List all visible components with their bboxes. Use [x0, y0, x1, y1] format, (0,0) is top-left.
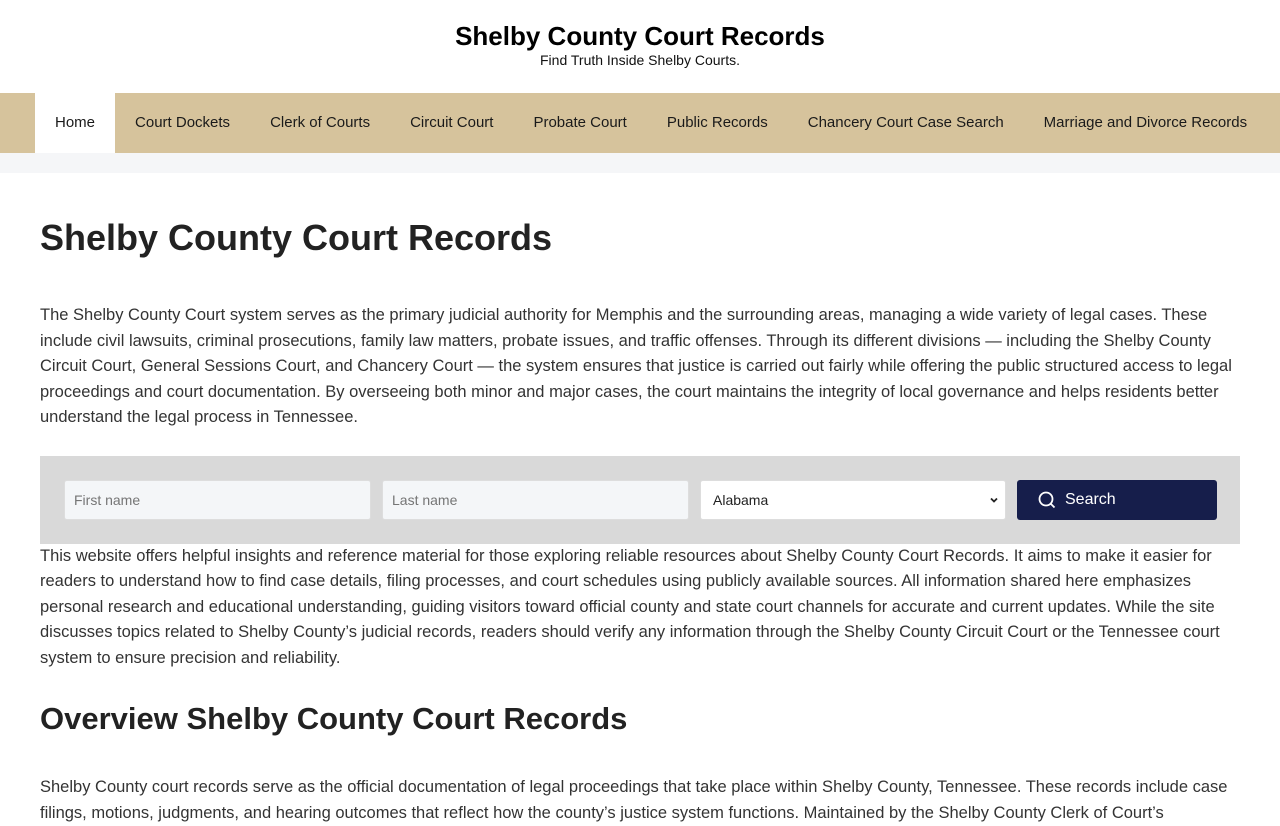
search-icon	[1037, 490, 1057, 510]
site-tagline: Find Truth Inside Shelby Courts.	[540, 52, 740, 68]
nav-probate-court[interactable]: Probate Court	[533, 114, 627, 131]
chevron-down-icon	[989, 495, 999, 505]
last-name-input[interactable]	[382, 480, 689, 520]
nav-home[interactable]: Home	[35, 93, 115, 153]
search-form	[40, 456, 1240, 544]
first-name-input[interactable]	[64, 480, 371, 520]
main-nav	[0, 93, 1280, 153]
info-paragraph: This website offers helpful insights and reference material for those exploring reliable resources about Shelby County Court Records. It aims to make it easier for readers to understand how to find case details, filing processes, and court schedules using publicly available sources. All information shared here emphasizes personal research and educational understanding, guiding visitors toward official county and state court channels for accurate and current updates. While the site discusses topics related to Shelby County’s judicial records, readers should verify any information through the Shelby County Circuit Court or the Tennessee court system to ensure precision and reliability.	[40, 546, 1220, 667]
overview-heading: Overview Shelby County Court Records	[40, 701, 628, 736]
nav-marriage-divorce-records[interactable]: Marriage and Divorce Records	[1043, 114, 1248, 131]
nav-divider	[0, 153, 1280, 173]
intro-paragraph: The Shelby County Court system serves as the primary judicial authority for Memphis and the surrounding areas, managing a wide variety of legal cases. These include civil lawsuits, criminal prosecutions, family law matters, probate issues, and traffic offenses. Through its different divisions — including the Shelby County Circuit Court, General Sessions Court, and Chancery Court — the system ensures that justice is carried out fairly while offering the public structured access to legal proceedings and court documentation. By overseeing both minor and major cases, the court maintains the integrity of local governance and helps residents better understand the legal process in Tennessee.	[40, 306, 1232, 426]
nav-court-dockets[interactable]: Court Dockets	[135, 114, 231, 131]
state-select-value: Alabama	[713, 491, 769, 508]
search-button-label: Search	[1065, 490, 1116, 508]
search-button[interactable]	[1017, 480, 1217, 520]
nav-clerk-of-courts[interactable]: Clerk of Courts	[270, 114, 371, 131]
nav-circuit-court[interactable]: Circuit Court	[410, 114, 494, 131]
page-title: Shelby County Court Records	[40, 217, 553, 258]
nav-chancery-court-case-search[interactable]: Chancery Court Case Search	[807, 114, 1004, 131]
site-title[interactable]: Shelby County Court Records	[455, 21, 825, 51]
overview-paragraph: Shelby County court records serve as the official documentation of legal proceedings that take place within Shelby County, Tennessee. These records include case filings, motions, judgments, and hearing outcomes that reflect how the county’s justice system functions. Maintained by the Shelby County Clerk of Court’s	[40, 778, 1228, 822]
site-header	[0, 0, 1280, 93]
nav-public-records[interactable]: Public Records	[666, 114, 768, 131]
state-select[interactable]	[700, 480, 1006, 520]
main-content	[0, 216, 1280, 826]
